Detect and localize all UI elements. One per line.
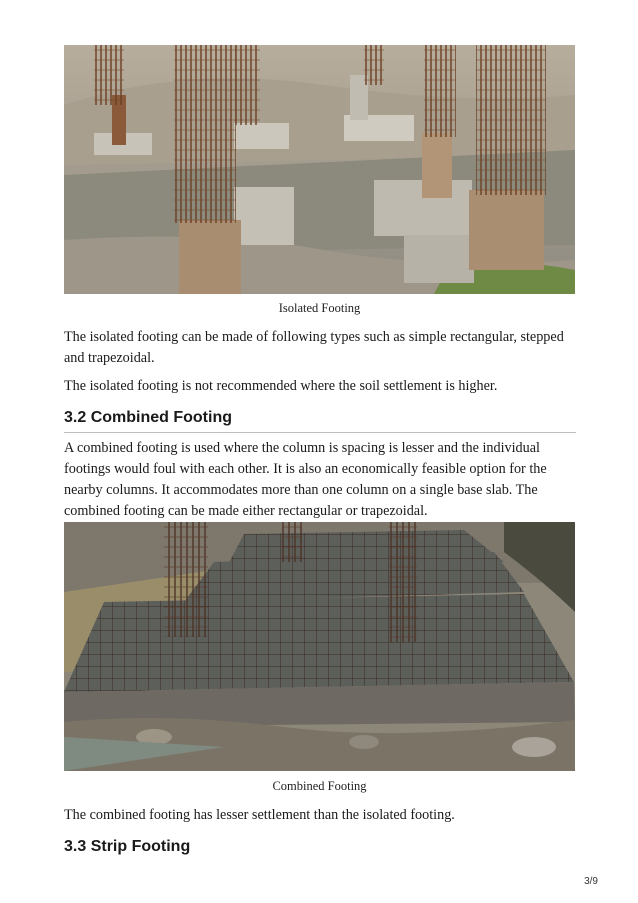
combined-description-paragraph: A combined footing is used where the column is spacing is lesser and the individual footings would foul with each other. It is also an economically feasible option for the nearby columns. It accommodates more than one column on a single base slab. The combined footing can be made either rectangular or trapezoidal. <box>64 440 547 519</box>
isolated-footing-photo <box>64 45 575 294</box>
isolated-footing-caption: Isolated Footing <box>278 301 361 315</box>
isolated-note-paragraph: The isolated footing is not recommended where the soil settlement is higher. <box>64 378 498 394</box>
combined-footing-image <box>64 522 575 771</box>
isolated-types-paragraph: The isolated footing can be made of following types such as simple rectangular, stepped and trapezoidal. <box>64 329 564 366</box>
page-number: 3/9 <box>584 876 598 887</box>
combined-footing-caption: Combined Footing <box>272 779 367 793</box>
combined-note-paragraph: The combined footing has lesser settlement than the isolated footing. <box>64 807 455 823</box>
combined-footing-photo <box>64 522 575 771</box>
strip-footing-heading: 3.3 Strip Footing <box>64 838 191 855</box>
isolated-footing-image <box>64 45 575 294</box>
combined-footing-heading: 3.2 Combined Footing <box>64 409 576 433</box>
